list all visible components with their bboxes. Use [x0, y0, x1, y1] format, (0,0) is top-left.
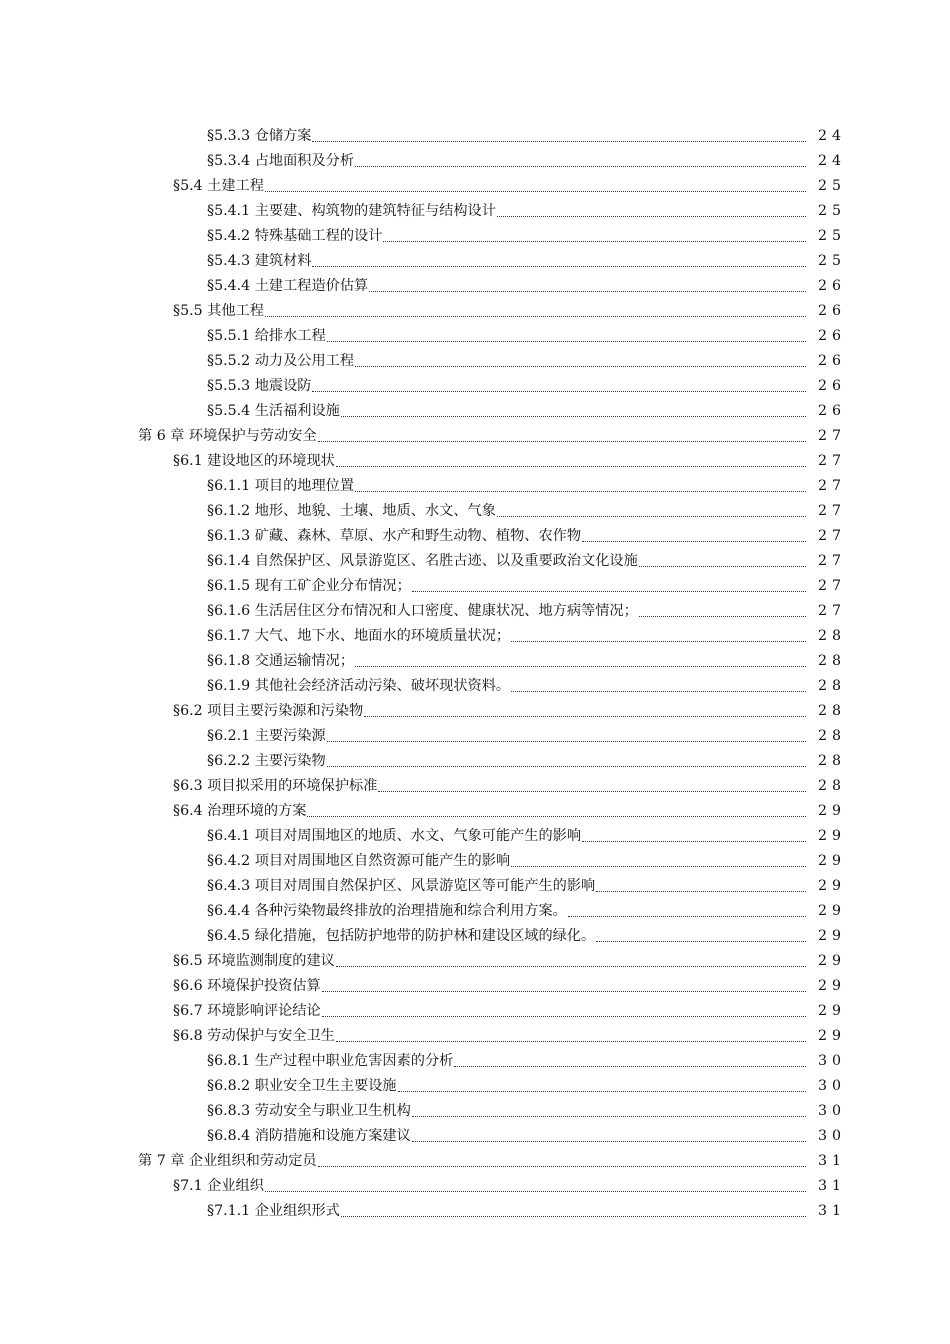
toc-entry-title: §6.1.7 大气、地下水、地面水的环境质量状况； — [207, 628, 511, 644]
toc-dot-leader — [312, 374, 810, 399]
table-of-contents — [0, 124, 950, 1224]
toc-subsection-entry[interactable] — [0, 124, 950, 149]
toc-page-number: 29 — [817, 978, 846, 994]
toc-page-number: 29 — [817, 803, 846, 819]
toc-entry-title: §6.2.2 主要污染物 — [207, 753, 326, 769]
toc-page-number: 27 — [817, 578, 846, 594]
toc-chapter-entry[interactable] — [0, 1149, 950, 1174]
toc-page-number: 28 — [817, 728, 846, 744]
toc-entry-title: §6.1.3 矿藏、森林、草原、水产和野生动物、植物、农作物 — [207, 528, 582, 544]
toc-entry-title: §6.1.5 现有工矿企业分布情况； — [207, 578, 411, 594]
toc-entry-title: §6.4.4 各种污染物最终排放的治理措施和综合利用方案。 — [207, 903, 567, 919]
toc-page-number: 25 — [817, 203, 846, 219]
toc-dot-leader — [364, 699, 810, 724]
toc-page-number: 31 — [817, 1153, 846, 1169]
toc-page-number: 27 — [817, 553, 846, 569]
toc-page-number: 27 — [817, 503, 846, 519]
toc-dot-leader — [341, 1199, 810, 1224]
toc-page-number: 31 — [817, 1203, 846, 1219]
toc-dot-leader — [341, 399, 810, 424]
toc-subsection-entry[interactable] — [0, 524, 950, 549]
toc-dot-leader — [568, 899, 810, 924]
toc-dot-leader — [327, 749, 810, 774]
toc-entry-title: §6.2.1 主要污染源 — [207, 728, 326, 744]
toc-subsection-entry[interactable] — [0, 324, 950, 349]
toc-page-number: 30 — [817, 1128, 846, 1144]
toc-subsection-entry[interactable] — [0, 199, 950, 224]
toc-subsection-entry[interactable] — [0, 274, 950, 299]
toc-entry-title: §5.4.4 土建工程造价估算 — [207, 278, 369, 294]
toc-chapter-entry[interactable] — [0, 424, 950, 449]
toc-subsection-entry[interactable] — [0, 1074, 950, 1099]
toc-entry-title: §5.5.4 生活福利设施 — [207, 403, 340, 419]
toc-dot-leader — [318, 424, 810, 449]
toc-dot-leader — [327, 724, 810, 749]
toc-dot-leader — [398, 1074, 810, 1099]
toc-entry-title: §5.4.1 主要建、构筑物的建筑特征与结构设计 — [207, 203, 496, 219]
toc-section-entry[interactable] — [0, 799, 950, 824]
toc-page-number: 29 — [817, 878, 846, 894]
toc-page-number: 28 — [817, 753, 846, 769]
toc-page-number: 27 — [817, 428, 846, 444]
toc-dot-leader — [596, 924, 810, 949]
toc-entry-title: §6.4.2 项目对周围地区自然资源可能产生的影响 — [207, 853, 511, 869]
toc-entry-title: §6.8.2 职业安全卫生主要设施 — [207, 1078, 397, 1094]
toc-page-number: 28 — [817, 653, 846, 669]
toc-page-number: 31 — [817, 1178, 846, 1194]
toc-page-number: 28 — [817, 703, 846, 719]
toc-subsection-entry[interactable] — [0, 149, 950, 174]
toc-dot-leader — [497, 499, 810, 524]
toc-entry-title: §7.1.1 企业组织形式 — [207, 1203, 340, 1219]
toc-entry-title: §6.4.1 项目对周围地区的地质、水文、气象可能产生的影响 — [207, 828, 582, 844]
toc-dot-leader — [355, 474, 810, 499]
toc-page-number: 25 — [817, 228, 846, 244]
toc-entry-title: §5.3.3 仓储方案 — [207, 128, 312, 144]
toc-entry-title: §6.4 治理环境的方案 — [173, 803, 307, 819]
toc-page-number: 27 — [817, 478, 846, 494]
toc-entry-title: §6.8.1 生产过程中职业危害因素的分析 — [207, 1053, 454, 1069]
toc-section-entry[interactable] — [0, 174, 950, 199]
toc-dot-leader — [265, 174, 810, 199]
toc-subsection-entry[interactable] — [0, 1124, 950, 1149]
toc-section-entry[interactable] — [0, 999, 950, 1024]
toc-entry-title: §5.4.3 建筑材料 — [207, 253, 312, 269]
toc-dot-leader — [307, 799, 810, 824]
toc-subsection-entry[interactable] — [0, 549, 950, 574]
toc-subsection-entry[interactable] — [0, 649, 950, 674]
toc-page-number: 28 — [817, 678, 846, 694]
toc-page-number: 29 — [817, 828, 846, 844]
toc-dot-leader — [412, 1099, 810, 1124]
toc-subsection-entry[interactable] — [0, 624, 950, 649]
toc-entry-title: §5.5.2 动力及公用工程 — [207, 353, 355, 369]
toc-dot-leader — [355, 349, 810, 374]
toc-entry-title: §6.1.1 项目的地理位置 — [207, 478, 355, 494]
toc-page-number: 29 — [817, 928, 846, 944]
toc-section-entry[interactable] — [0, 1024, 950, 1049]
toc-dot-leader — [511, 849, 810, 874]
toc-subsection-entry[interactable] — [0, 474, 950, 499]
toc-dot-leader — [596, 874, 810, 899]
toc-subsection-entry[interactable] — [0, 824, 950, 849]
toc-page-number: 26 — [817, 403, 846, 419]
toc-subsection-entry[interactable] — [0, 574, 950, 599]
toc-entry-title: §6.1.6 生活居住区分布情况和人口密度、健康状况、地方病等情况； — [207, 603, 638, 619]
toc-dot-leader — [454, 1049, 810, 1074]
toc-subsection-entry[interactable] — [0, 749, 950, 774]
toc-entry-title: §5.4.2 特殊基础工程的设计 — [207, 228, 383, 244]
toc-entry-title: §5.3.4 占地面积及分析 — [207, 153, 355, 169]
toc-dot-leader — [412, 574, 810, 599]
toc-section-entry[interactable] — [0, 774, 950, 799]
toc-section-entry[interactable] — [0, 299, 950, 324]
toc-dot-leader — [582, 524, 810, 549]
toc-entry-title: §7.1 企业组织 — [173, 1178, 264, 1194]
toc-section-entry[interactable] — [0, 949, 950, 974]
toc-entry-title: §6.1.2 地形、地貌、土壤、地质、水文、气象 — [207, 503, 496, 519]
toc-section-entry[interactable] — [0, 974, 950, 999]
toc-entry-title: §5.5.1 给排水工程 — [207, 328, 326, 344]
toc-page-number: 29 — [817, 853, 846, 869]
toc-entry-title: §6.4.5 绿化措施，包括防护地带的防护林和建设区域的绿化。 — [207, 928, 596, 944]
toc-page-number: 29 — [817, 903, 846, 919]
toc-page-number: 28 — [817, 628, 846, 644]
toc-entry-title: §6.8.3 劳动安全与职业卫生机构 — [207, 1103, 411, 1119]
toc-entry-title: §6.8 劳动保护与安全卫生 — [173, 1028, 335, 1044]
toc-dot-leader — [639, 599, 810, 624]
toc-page-number: 24 — [817, 153, 846, 169]
toc-entry-title: §6.4.3 项目对周围自然保护区、风景游览区等可能产生的影响 — [207, 878, 596, 894]
toc-dot-leader — [355, 149, 810, 174]
toc-dot-leader — [511, 624, 810, 649]
toc-dot-leader — [511, 674, 810, 699]
toc-subsection-entry[interactable] — [0, 374, 950, 399]
toc-entry-title: 第 6 章 环境保护与劳动安全 — [138, 428, 317, 444]
toc-dot-leader — [336, 1024, 810, 1049]
toc-page-number: 26 — [817, 378, 846, 394]
toc-subsection-entry[interactable] — [0, 874, 950, 899]
toc-page-number: 28 — [817, 778, 846, 794]
toc-subsection-entry[interactable] — [0, 849, 950, 874]
toc-dot-leader — [322, 999, 810, 1024]
toc-subsection-entry[interactable] — [0, 349, 950, 374]
toc-page-number: 26 — [817, 278, 846, 294]
toc-subsection-entry[interactable] — [0, 1199, 950, 1224]
toc-entry-title: §6.1.8 交通运输情况； — [207, 653, 355, 669]
toc-page-number: 26 — [817, 303, 846, 319]
toc-page-number: 25 — [817, 253, 846, 269]
toc-subsection-entry[interactable] — [0, 224, 950, 249]
toc-subsection-entry[interactable] — [0, 1099, 950, 1124]
toc-dot-leader — [265, 299, 810, 324]
toc-entry-title: §6.1 建设地区的环境现状 — [173, 453, 335, 469]
toc-page-number: 25 — [817, 178, 846, 194]
toc-page-number: 29 — [817, 1003, 846, 1019]
toc-dot-leader — [336, 449, 810, 474]
toc-subsection-entry[interactable] — [0, 1049, 950, 1074]
toc-subsection-entry[interactable] — [0, 249, 950, 274]
toc-dot-leader — [378, 774, 810, 799]
toc-subsection-entry[interactable] — [0, 899, 950, 924]
toc-subsection-entry[interactable] — [0, 724, 950, 749]
toc-dot-leader — [312, 124, 810, 149]
toc-dot-leader — [355, 649, 810, 674]
toc-entry-title: §6.6 环境保护投资估算 — [173, 978, 321, 994]
toc-page-number: 30 — [817, 1103, 846, 1119]
toc-entry-title: §6.5 环境监测制度的建议 — [173, 953, 335, 969]
toc-subsection-entry[interactable] — [0, 924, 950, 949]
toc-entry-title: §5.4 土建工程 — [173, 178, 264, 194]
toc-page-number: 29 — [817, 953, 846, 969]
toc-subsection-entry[interactable] — [0, 499, 950, 524]
toc-page-number: 24 — [817, 128, 846, 144]
toc-page-number: 27 — [817, 603, 846, 619]
toc-entry-title: §6.1.9 其他社会经济活动污染、破坏现状资料。 — [207, 678, 511, 694]
toc-entry-title: §6.7 环境影响评论结论 — [173, 1003, 321, 1019]
toc-page-number: 27 — [817, 453, 846, 469]
toc-entry-title: §5.5 其他工程 — [173, 303, 264, 319]
toc-section-entry[interactable] — [0, 449, 950, 474]
toc-subsection-entry[interactable] — [0, 674, 950, 699]
toc-dot-leader — [327, 324, 810, 349]
toc-dot-leader — [336, 949, 810, 974]
toc-subsection-entry[interactable] — [0, 599, 950, 624]
toc-dot-leader — [582, 824, 810, 849]
toc-dot-leader — [497, 199, 810, 224]
toc-dot-leader — [369, 274, 810, 299]
toc-entry-title: §6.1.4 自然保护区、风景游览区、名胜古迹、以及重要政治文化设施 — [207, 553, 638, 569]
toc-page-number: 30 — [817, 1078, 846, 1094]
toc-entry-title: §5.5.3 地震设防 — [207, 378, 312, 394]
toc-dot-leader — [312, 249, 810, 274]
toc-dot-leader — [265, 1174, 810, 1199]
toc-dot-leader — [412, 1124, 810, 1149]
toc-dot-leader — [639, 549, 810, 574]
toc-dot-leader — [318, 1149, 810, 1174]
toc-page-number: 29 — [817, 1028, 846, 1044]
toc-page-number: 26 — [817, 353, 846, 369]
toc-entry-title: §6.2 项目主要污染源和污染物 — [173, 703, 364, 719]
toc-entry-title: 第 7 章 企业组织和劳动定员 — [138, 1153, 317, 1169]
toc-dot-leader — [322, 974, 810, 999]
toc-subsection-entry[interactable] — [0, 399, 950, 424]
toc-page-number: 27 — [817, 528, 846, 544]
toc-entry-title: §6.3 项目拟采用的环境保护标准 — [173, 778, 378, 794]
toc-section-entry[interactable] — [0, 1174, 950, 1199]
toc-section-entry[interactable] — [0, 699, 950, 724]
toc-page-number: 26 — [817, 328, 846, 344]
toc-page-number: 30 — [817, 1053, 846, 1069]
toc-entry-title: §6.8.4 消防措施和设施方案建议 — [207, 1128, 411, 1144]
toc-dot-leader — [383, 224, 810, 249]
